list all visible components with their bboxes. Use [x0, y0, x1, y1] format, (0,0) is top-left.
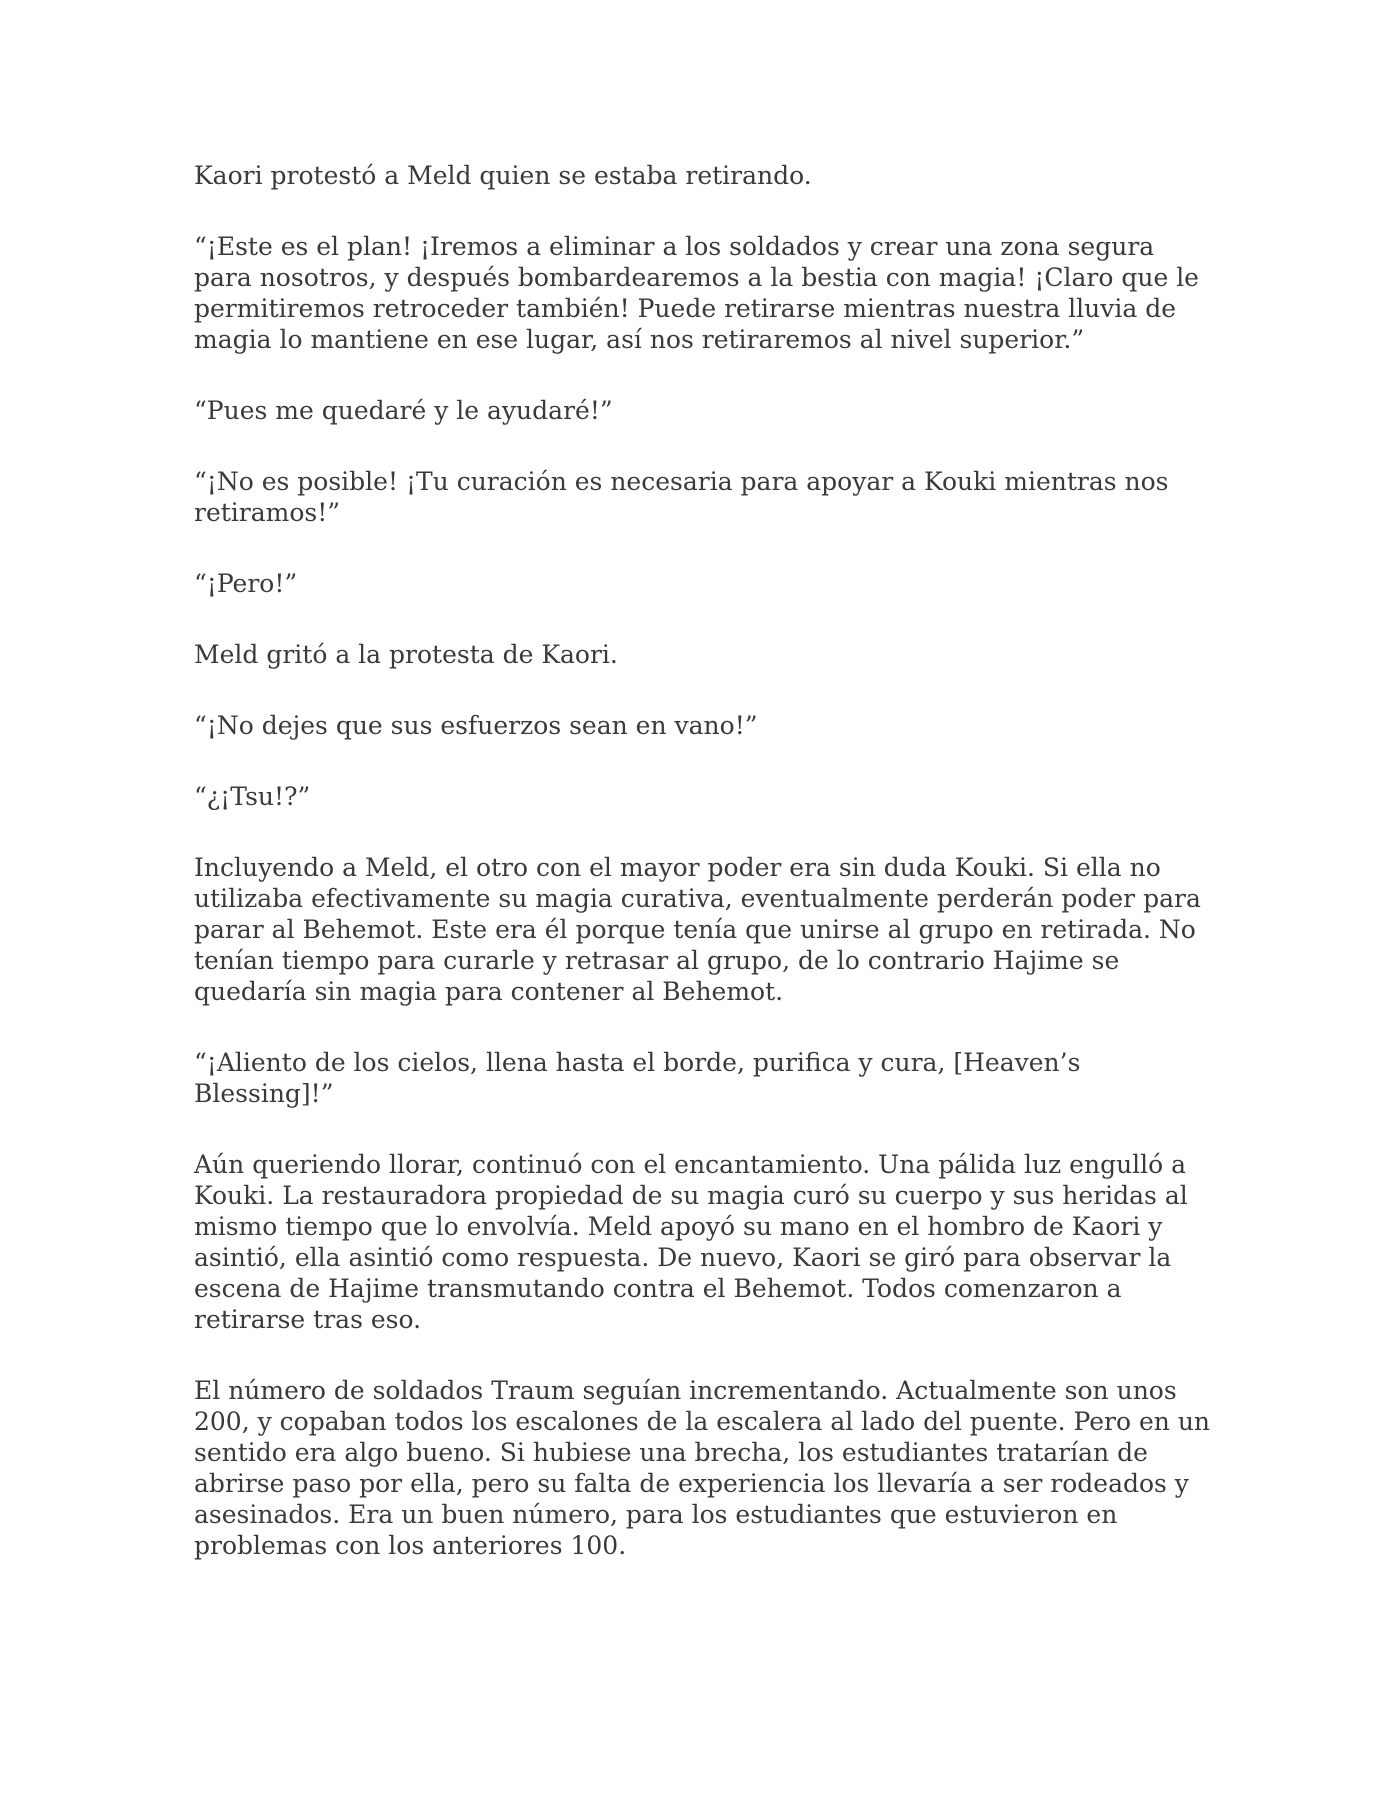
paragraph: El número de soldados Traum seguían incrementando. Actualmente son unos 200, y copaban todos los escalones de la escalera al lado del puente. Pero en un sentido era algo bueno. Si hubiese una brecha, los estudiantes tratarían de abrirse paso por ella, pero su falta de experiencia los llevaría a ser rodeados y asesinados. Era un buen número, para los estudiantes que estuvieron en problemas con los anteriores 100.	[194, 1376, 1211, 1560]
paragraph: “¡No dejes que sus esfuerzos sean en vano!”	[194, 711, 758, 740]
paragraph: Kaori protestó a Meld quien se estaba retirando.	[194, 161, 812, 190]
paragraph: “¡Aliento de los cielos, llena hasta el borde, purifica y cura, [Heaven’s Blessing]!”	[194, 1048, 1081, 1108]
paragraph: Meld gritó a la protesta de Kaori.	[194, 640, 618, 669]
paragraph: “¡Este es el plan! ¡Iremos a eliminar a los soldados y crear una zona segura para nosotros, y después bombardearemos a la bestia con magia! ¡Claro que le permitiremos retroceder también! Puede retirarse mientras nuestra lluvia de magia lo mantiene en ese lugar, así nos retiraremos al nivel superior.”	[194, 232, 1199, 354]
paragraph: “¡No es posible! ¡Tu curación es necesaria para apoyar a Kouki mientras nos retiramos!”	[194, 467, 1169, 527]
paragraph: “¿¡Tsu!?”	[194, 782, 311, 811]
paragraph: Incluyendo a Meld, el otro con el mayor poder era sin duda Kouki. Si ella no utilizaba efectivamente su magia curativa, eventualmente perderán poder para parar al Behemot. Este era él porque tenía que unirse al grupo en retirada. No tenían tiempo para curarle y retrasar al grupo, de lo contrario Hajime se quedaría sin magia para contener al Behemot.	[194, 853, 1201, 1006]
body-text	[194, 160, 1214, 1601]
paragraph: Aún queriendo llorar, continuó con el encantamiento. Una pálida luz engulló a Kouki. La restauradora propiedad de su magia curó su cuerpo y sus heridas al mismo tiempo que lo envolvía. Meld apoyó su mano en el hombro de Kaori y asintió, ella asintió como respuesta. De nuevo, Kaori se giró para observar la escena de Hajime transmutando contra el Behemot. Todos comenzaron a retirarse tras eso.	[194, 1150, 1188, 1334]
paragraph: “Pues me quedaré y le ayudaré!”	[194, 396, 613, 425]
paragraph: “¡Pero!”	[194, 569, 298, 598]
